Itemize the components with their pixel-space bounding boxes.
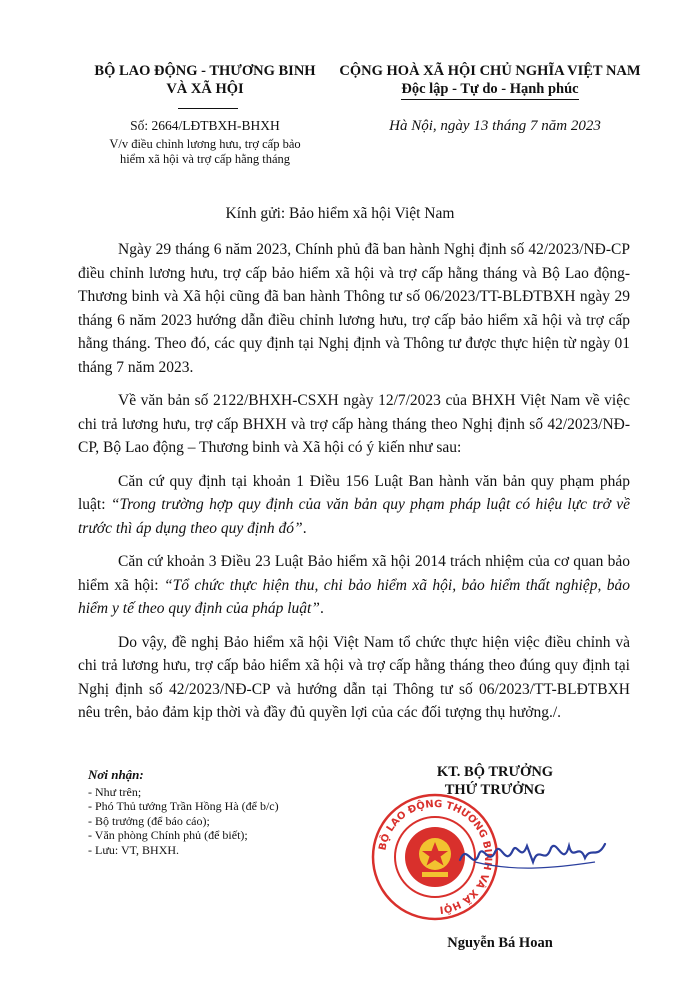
paragraph-4-end: . (319, 600, 324, 617)
role-line1: KT. BỘ TRƯỞNG (436, 764, 554, 780)
seal-text: BỘ LAO ĐỘNG THƯƠNG BINH VÀ XÃ HỘI (377, 798, 494, 915)
recipients-title: Nơi nhận: (88, 767, 144, 782)
paragraph-3-end: . (302, 519, 307, 537)
recipient-item: - Lưu: VT, BHXH. (88, 842, 180, 857)
paragraph-4-quote: “Tổ chức thực hiện thu, chi bảo hiểm xã hội, bảo hiểm thất nghiệp, bảo hiểm y tế theo quy định của pháp luật” (78, 576, 630, 617)
paragraph-3-quote: “Trong trường hợp quy định của văn bản quy phạm pháp luật có hiệu lực trở về trước thì áp dụng theo quy định đó” (78, 496, 630, 537)
recipient-item: - Bộ trưởng (để báo cáo); (88, 813, 210, 828)
recipient-item: - Phó Thủ tướng Trần Hồng Hà (để b/c) (88, 799, 279, 813)
agency-header (60, 62, 350, 98)
agency-name-line1: BỘ LAO ĐỘNG - THƯƠNG BINH (94, 63, 316, 79)
paragraph-4-lead: Căn cứ khoản 3 Điều 23 Luật Bảo hiểm xã hội 2014 trách nhiệm của cơ quan bảo hiểm xã hội: (78, 553, 630, 594)
subject-line1: V/v điều chỉnh lương hưu, trợ cấp bảo (109, 137, 301, 151)
letter-body (78, 238, 630, 735)
recipients-block (88, 768, 408, 857)
agency-name-line2: VÀ XÃ HỘI (166, 81, 244, 97)
nation-title: CỘNG HOÀ XÃ HỘI CHỦ NGHĨA VIỆT NAM (339, 63, 641, 79)
national-header (330, 62, 650, 100)
issue-date: Hà Nội, ngày 13 tháng 7 năm 2023 (389, 118, 601, 134)
recipient-item: - Như trên; (88, 784, 142, 799)
paragraph-5: Do vậy, đề nghị Bảo hiểm xã hội Việt Nam tổ chức thực hiện việc điều chỉnh và chi trả lương hưu, trợ cấp bảo hiểm xã hội và trợ cấp hằng tháng theo đúng quy định tại Nghị định số 42/2023/NĐ-CP và hướng dẫn tại Thông tư số 06/2023/TT-BLĐTBXH nêu trên, bảo đảm kịp thời và đầy đủ quyền lợi của các đối tượng thụ hưởng./. (78, 633, 630, 721)
paragraph-4 (78, 550, 630, 621)
paragraph-3-lead: Căn cứ quy định tại khoản 1 Điều 156 Luật Ban hành văn bản quy phạm pháp luật: (78, 472, 630, 513)
paragraph-1: Ngày 29 tháng 6 năm 2023, Chính phủ đã ban hành Nghị định số 42/2023/NĐ-CP điều chỉnh lương hưu, trợ cấp bảo hiểm xã hội và trợ cấp hằng tháng và Bộ Lao động- Thương binh và Xã hội cũng đã ban hành Thông tư số 06/2023/TT-BLĐTBXH ngày 29 tháng 6 năm 2023 hướng dẫn điều chỉnh lương hưu, trợ cấp bảo hiểm xã hội và trợ cấp hằng tháng. Theo đó, các quy định tại Nghị định và Thông tư được thực hiện từ ngày 01 tháng 7 năm 2023. (78, 241, 630, 376)
recipient-item: - Văn phòng Chính phủ (để biết); (88, 828, 248, 842)
handwritten-signature-icon (455, 832, 615, 882)
document-subject (60, 137, 350, 167)
document-number: Số: 2664/LĐTBXH-BHXH (130, 118, 280, 133)
subject-line2: hiểm xã hội và trợ cấp hằng tháng (119, 152, 291, 166)
nation-motto: Độc lập - Tự do - Hạnh phúc (401, 80, 578, 100)
signer-name: Nguyễn Bá Hoan (447, 935, 553, 951)
agency-underline (178, 108, 238, 109)
paragraph-3 (78, 470, 630, 541)
paragraph-2: Về văn bản số 2122/BHXH-CSXH ngày 12/7/2023 của BHXH Việt Nam về việc chi trả lương hưu, trợ cấp BHXH và trợ cấp hàng tháng theo Nghị định số 42/2023/NĐ-CP, Bộ Lao động – Thương binh và Xã hội có ý kiến như sau: (78, 392, 630, 456)
addressee: Kính gửi: Bảo hiểm xã hội Việt Nam (225, 205, 455, 222)
role-line2: THỨ TRƯỞNG (444, 782, 546, 798)
